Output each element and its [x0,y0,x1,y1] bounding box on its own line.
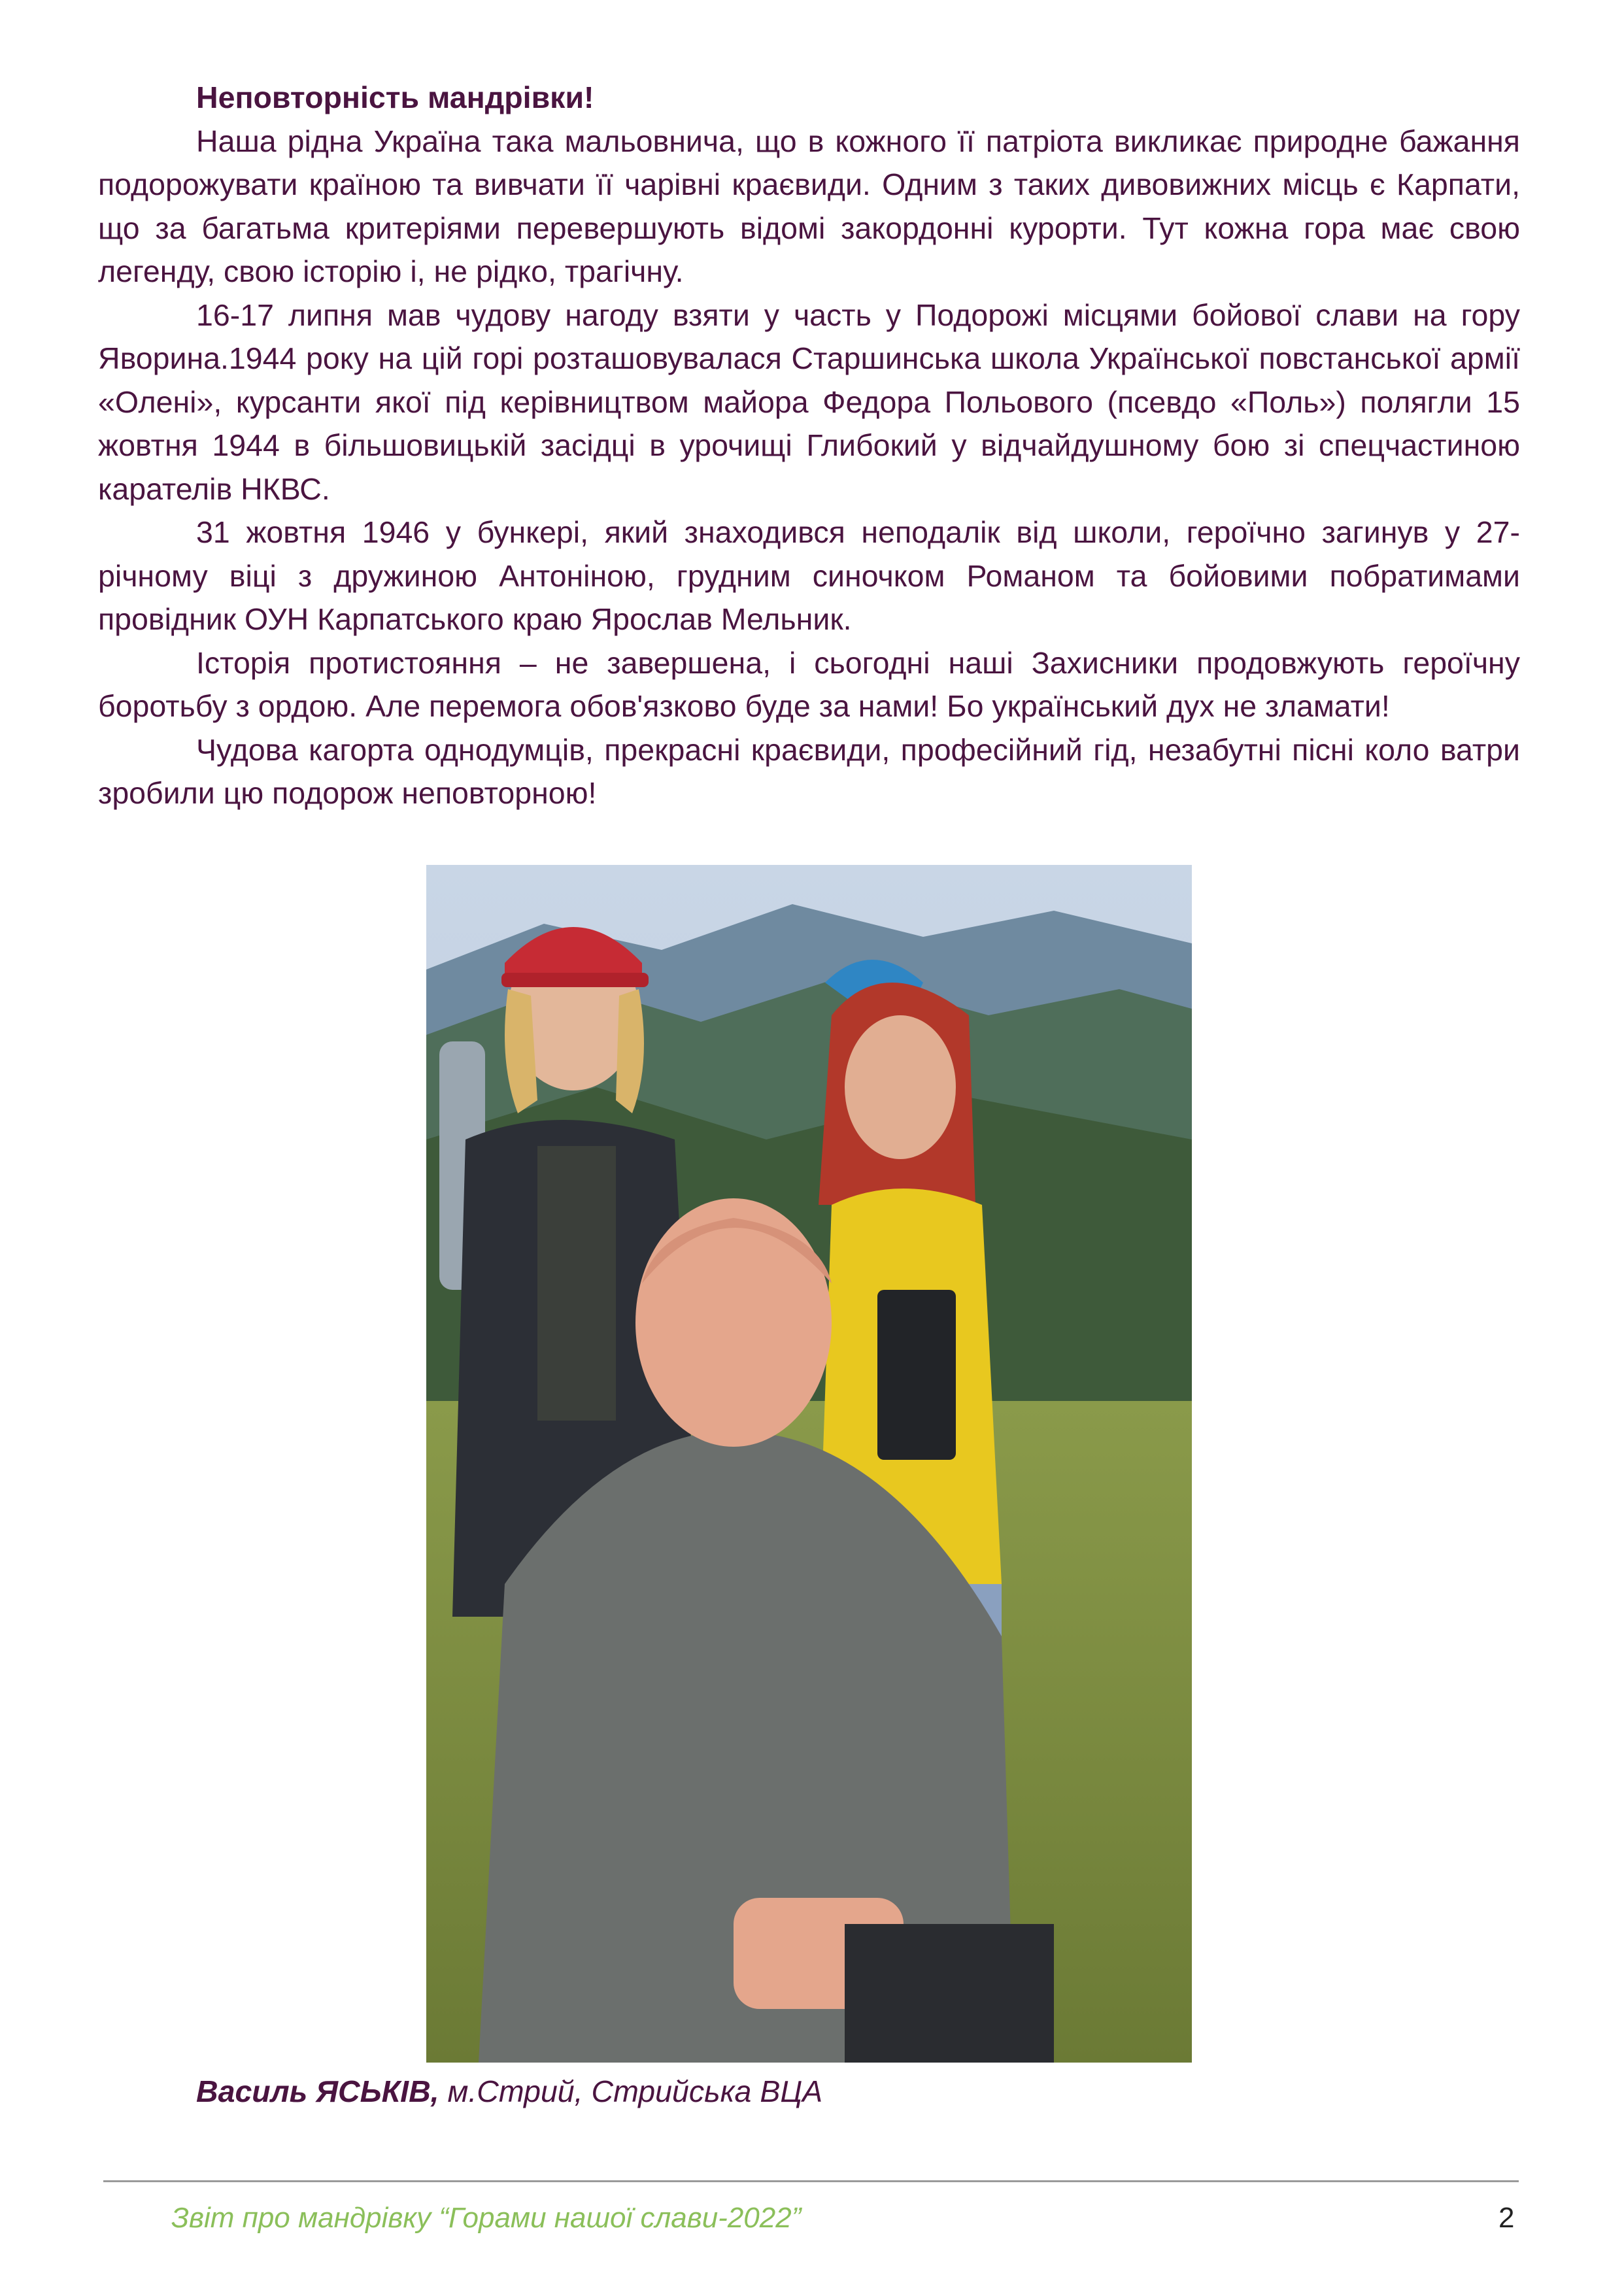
paragraph-2: 16-17 липня мав чудову нагоду взяти у часть у Подорожі місцями бойової слави на гору Яворина.1944 року на цій горі розташовувалася Старшинська школа Української повстанської армії «Олені», курсанти якої під керівництвом майора Федора Польового (псевдо «Поль») полягли 15 жовтня 1944 в більшовицькій засідці в урочищі Глибокий у відчайдушному бою зі спецчастиною карателів НКВС. [98,297,1520,506]
paragraph-3: 31 жовтня 1946 у бункері, який знаходився неподалік від школи, героїчно загинув у 27-річному віці з дружиною Антоніною, грудним синочком Романом та бойовими побратимами провідник ОУН Карпатського краю Ярослав Мельник. [98,515,1520,636]
paragraph-5: Чудова кагорта однодумців, прекрасні краєвиди, професійний гід, незабутні пісні коло ватри зробили цю подорож неповторною! [98,732,1520,810]
paragraph-1: Наша рідна Україна така мальовнича, що в кожного її патріота викликає природне бажання подорожувати країною та вивчати її чарівні краєвиди. Одним з таких дивовижних місць є Карпати, що за багатьма критеріями перевершують відомі закордонні курорти. Тут кожна гора має свою легенду, свою історію і, не рідко, трагічну. [98,124,1520,288]
caption-location: м.Стрий, Стрийська ВЦА [439,2074,823,2108]
article-title: Неповторність мандрівки! [196,80,594,114]
paragraph-4: Історія протистояння – не завершена, і сьогодні наші Захисники продовжують героїчну боротьбу з ордою. Але перемога обов'язково буде за нами! Бо український дух не зламати! [98,645,1520,723]
footer-divider [103,2180,1519,2182]
photo-illustration [426,865,1192,2063]
article-body [98,76,1520,815]
group-photo [426,865,1192,2063]
photo-caption [196,2074,822,2109]
caption-author: Василь ЯСЬКІВ, [196,2074,439,2108]
page-number: 2 [1498,2202,1515,2234]
footer-report-title: Звіт про мандрівку “Горами нашої слави-2022” [171,2202,802,2234]
